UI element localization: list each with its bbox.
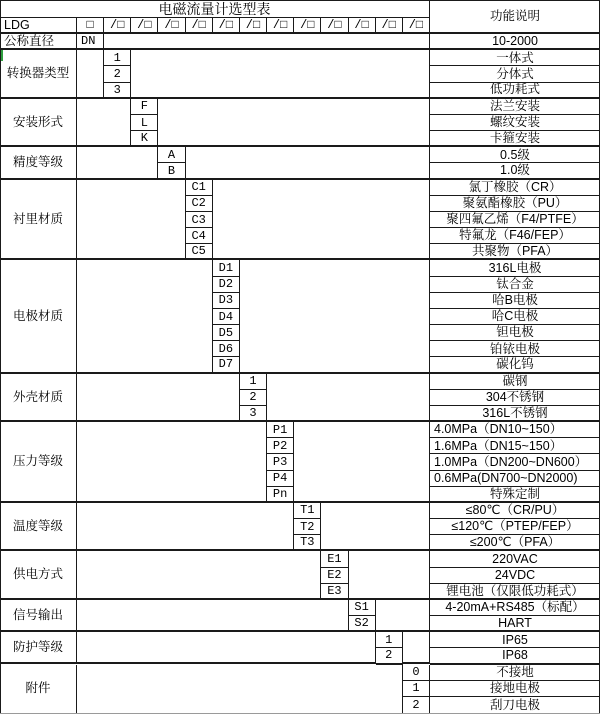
installation-function: 法兰安装 — [430, 99, 600, 115]
model-slot: /□ — [131, 18, 158, 34]
table-border-bottom — [0, 713, 600, 714]
signal-output-code: S2 — [349, 616, 376, 632]
signal-output-function: 4-20mA+RS485（标配） — [430, 600, 600, 616]
housing-code: 1 — [240, 374, 267, 390]
model-slot: /□ — [267, 18, 294, 34]
signal-output-label: 信号输出 — [0, 600, 77, 632]
converter-type-right-gap — [131, 50, 430, 98]
housing-function: 碳钢 — [430, 374, 600, 390]
signal-output-function: HART — [430, 616, 600, 632]
converter-type-function: 分体式 — [430, 66, 600, 82]
protection-label: 防护等级 — [0, 632, 77, 664]
diameter-function: 10-2000 — [430, 34, 600, 50]
housing-code: 3 — [240, 406, 267, 422]
pressure-label: 压力等级 — [0, 422, 77, 503]
model-slot: /□ — [376, 18, 403, 34]
converter-type-function: 一体式 — [430, 50, 600, 66]
housing-code: 2 — [240, 390, 267, 406]
liner-function: 氯丁橡胶（CR） — [430, 180, 600, 196]
accuracy-left-gap — [77, 147, 158, 179]
liner-code: C1 — [186, 180, 213, 196]
installation-code: L — [131, 115, 158, 131]
accessories-function: 不接地 — [430, 665, 600, 681]
liner-label: 衬里材质 — [0, 180, 77, 261]
electrode-left-gap — [77, 260, 213, 373]
electrode-code: D3 — [213, 293, 240, 309]
pressure-function: 4.0MPa（DN10~150） — [430, 422, 600, 438]
temperature-code: T2 — [294, 519, 321, 535]
diameter-code: DN — [77, 34, 104, 50]
liner-function: 聚氨酯橡胶（PU） — [430, 196, 600, 212]
liner-function: 特氟龙（F46/FEP） — [430, 228, 600, 244]
temperature-label: 温度等级 — [0, 503, 77, 551]
converter-type-code: 1 — [104, 50, 131, 66]
accessories-left-gap — [77, 665, 403, 713]
housing-right-gap — [267, 374, 430, 422]
pressure-code: Pn — [267, 487, 294, 503]
electrode-right-gap — [240, 260, 430, 373]
pressure-code: P4 — [267, 471, 294, 487]
installation-right-gap — [158, 99, 430, 147]
accessories-function: 接地电极 — [430, 681, 600, 697]
power-supply-code: E3 — [321, 584, 348, 600]
temperature-function: ≤80℃（CR/PU） — [430, 503, 600, 519]
power-supply-function: 220VAC — [430, 551, 600, 567]
electrode-function: 碳化钨 — [430, 357, 600, 373]
pressure-function: 1.0MPa（DN200~DN600） — [430, 454, 600, 470]
temperature-code: T3 — [294, 535, 321, 551]
signal-output-code: S1 — [349, 600, 376, 616]
protection-left-gap — [77, 632, 376, 664]
converter-type-left-gap — [77, 50, 104, 98]
liner-left-gap — [77, 180, 186, 261]
electrode-code: D1 — [213, 260, 240, 276]
installation-function: 卡箍安装 — [430, 131, 600, 147]
electrode-code: D5 — [213, 325, 240, 341]
model-slot: /□ — [186, 18, 213, 34]
protection-right-gap — [403, 632, 430, 664]
installation-left-gap — [77, 99, 131, 147]
pressure-code: P2 — [267, 438, 294, 454]
accessories-code: 1 — [403, 681, 430, 697]
temperature-right-gap — [321, 503, 430, 551]
liner-function: 共聚物（PFA） — [430, 244, 600, 260]
electrode-function: 钛合金 — [430, 277, 600, 293]
model-slot: /□ — [158, 18, 185, 34]
electrode-label: 电极材质 — [0, 260, 77, 373]
liner-code: C4 — [186, 228, 213, 244]
signal-output-right-gap — [376, 600, 430, 632]
temperature-code: T1 — [294, 503, 321, 519]
installation-code: K — [131, 131, 158, 147]
protection-function: IP65 — [430, 632, 600, 648]
protection-code: 1 — [376, 632, 403, 648]
temperature-function: ≤200℃（PFA） — [430, 535, 600, 551]
model-slot: /□ — [104, 18, 131, 34]
electrode-code: D2 — [213, 277, 240, 293]
electrode-function: 钽电极 — [430, 325, 600, 341]
electrode-code: D4 — [213, 309, 240, 325]
pressure-right-gap — [294, 422, 430, 503]
model-slot: /□ — [294, 18, 321, 34]
pressure-function: 1.6MPa（DN15~150） — [430, 438, 600, 454]
power-supply-right-gap — [349, 551, 430, 599]
power-supply-code: E2 — [321, 568, 348, 584]
accuracy-code: B — [158, 163, 185, 179]
temperature-function: ≤120℃（PTEP/FEP） — [430, 519, 600, 535]
accuracy-label: 精度等级 — [0, 147, 77, 179]
housing-left-gap — [77, 374, 240, 422]
signal-output-left-gap — [77, 600, 349, 632]
housing-function: 304不锈钢 — [430, 390, 600, 406]
table-title: 电磁流量计选型表 — [0, 0, 430, 18]
model-box: □ — [77, 18, 104, 34]
diameter-label: 公称直径 — [0, 34, 77, 50]
pressure-code: P3 — [267, 454, 294, 470]
converter-type-function: 低功耗式 — [430, 83, 600, 99]
converter-type-code: 2 — [104, 66, 131, 82]
electrode-code: D7 — [213, 357, 240, 373]
installation-label: 安装形式 — [0, 99, 77, 147]
protection-function: IP68 — [430, 648, 600, 664]
electrode-function: 哈C电极 — [430, 309, 600, 325]
housing-label: 外壳材质 — [0, 374, 77, 422]
power-supply-left-gap — [77, 551, 321, 599]
liner-code: C2 — [186, 196, 213, 212]
accessories-label: 附件 — [0, 665, 77, 713]
liner-function: 聚四氟乙烯（F4/PTFE） — [430, 212, 600, 228]
pressure-code: P1 — [267, 422, 294, 438]
accuracy-right-gap — [186, 147, 430, 179]
protection-code: 2 — [376, 648, 403, 664]
function-column-header: 功能说明 — [430, 0, 600, 34]
accessories-function: 刮刀电极 — [489, 697, 540, 712]
accuracy-function: 0.5级 — [430, 147, 600, 163]
power-supply-function: 24VDC — [430, 568, 600, 584]
converter-type-label: 转换器类型 — [0, 50, 77, 98]
liner-right-gap — [213, 180, 430, 261]
pressure-left-gap — [77, 422, 267, 503]
pressure-function: 特殊定制 — [430, 487, 600, 503]
model-prefix: LDG — [0, 18, 77, 34]
model-slot: /□ — [240, 18, 267, 34]
model-slot: /□ — [349, 18, 376, 34]
electrode-function: 316L电极 — [430, 260, 600, 276]
accessories-code: 0 — [403, 665, 430, 681]
pressure-function: 0.6MPa(DN700~DN2000) — [430, 471, 600, 487]
accuracy-function: 1.0级 — [430, 163, 600, 179]
electrode-function: 铂铱电极 — [430, 341, 600, 357]
power-supply-label: 供电方式 — [0, 551, 77, 599]
converter-type-code: 3 — [104, 83, 131, 99]
diameter-right-gap — [104, 34, 430, 50]
electrode-function: 哈B电极 — [430, 293, 600, 309]
temperature-left-gap — [77, 503, 294, 551]
housing-function: 316L不锈钢 — [430, 406, 600, 422]
model-slot: /□ — [213, 18, 240, 34]
accuracy-code: A — [158, 147, 185, 163]
power-supply-code: E1 — [321, 551, 348, 567]
model-slot: /□ — [321, 18, 348, 34]
liner-code: C3 — [186, 212, 213, 228]
model-slot: /□ — [403, 18, 430, 34]
accessories-code: 2 — [403, 697, 430, 713]
liner-code: C5 — [186, 244, 213, 260]
installation-code: F — [131, 99, 158, 115]
installation-function: 螺纹安装 — [430, 115, 600, 131]
power-supply-function: 锂电池（仅限低功耗式） — [430, 584, 600, 600]
electrode-code: D6 — [213, 341, 240, 357]
